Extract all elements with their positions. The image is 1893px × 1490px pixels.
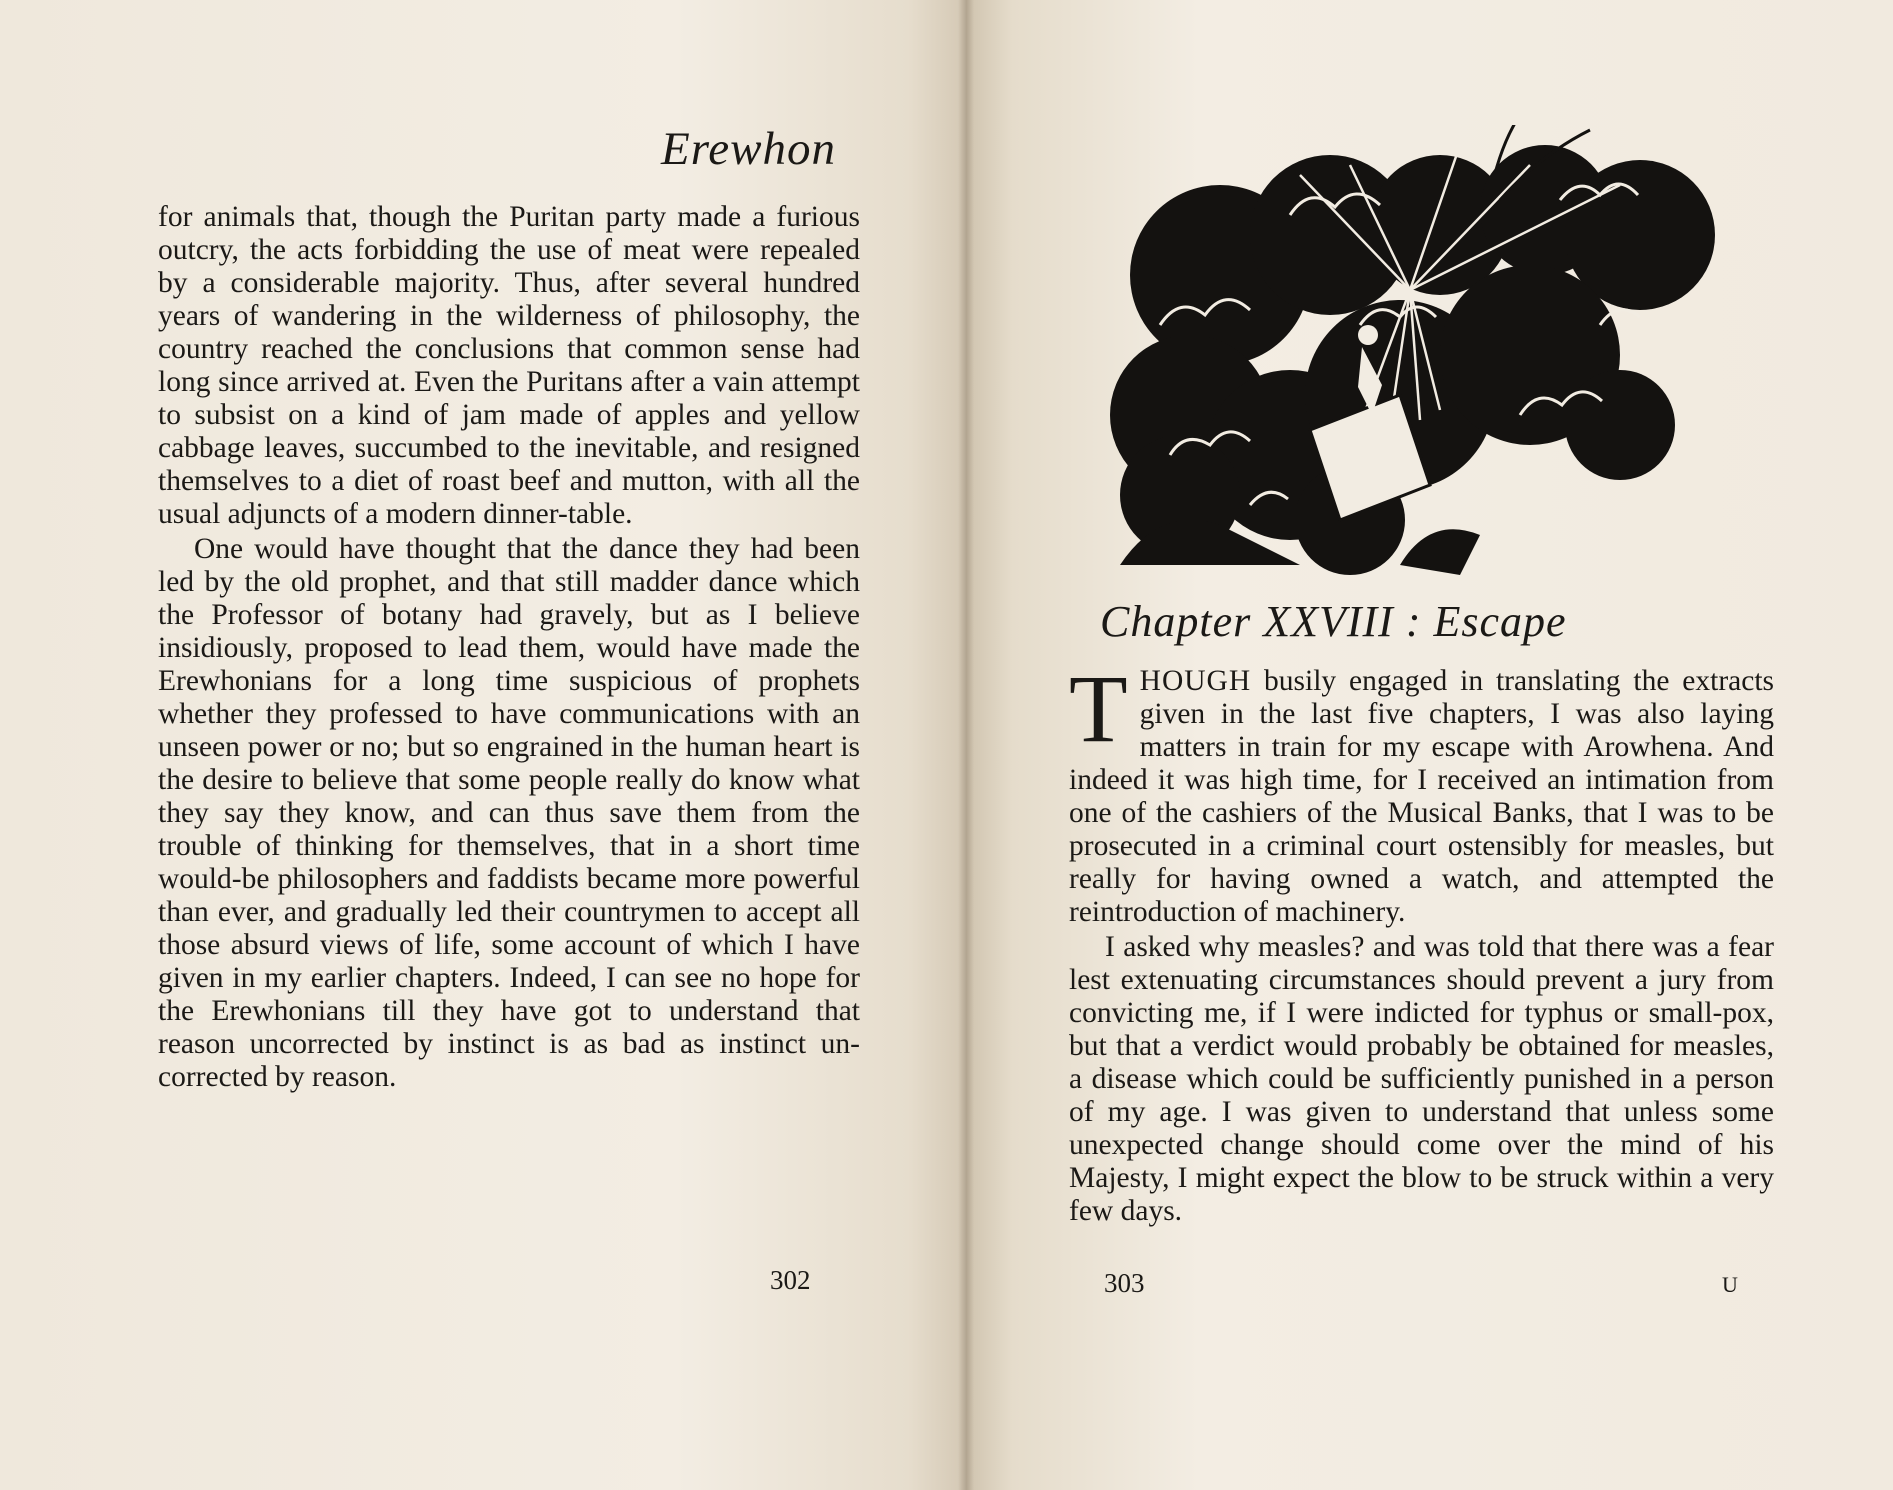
drop-cap: T [1069,655,1128,762]
left-paragraph-2: One would have thought that the dance they had been led by the old prophet, and that still madder dance which the Professor of botany had gravely, but as I believe insidiously, proposed to lead them, would have made the Erewhonians for a long time suspicious of prophets whether they professed to have communications with an unseen power or no; but so engrained in the human heart is the desire to believe that some people really do know what they say they know, and can thus save them from the trouble of thinking for themselves, that in a short time would-be philosophers and faddists became more powerful than ever, and gradually led their countrymen to accept all those absurd views of life, some account of which I have given in my earlier chapters. Indeed, I can see no hope for the Erewhonians till they have got to understand that reason uncorrected by instinct is as bad as instinct uncorrected by reason. [158,533,860,1093]
chapter-title: Chapter XXVIII : Escape [1100,597,1567,646]
right-paragraph-1 [1069,655,1774,929]
signature-mark: U [1722,1272,1738,1297]
lead-caps: HOUGH [1139,665,1252,697]
left-body-text [158,201,860,1094]
book-gutter [958,0,974,1490]
page-number-left: 302 [770,1265,811,1295]
right-paragraph-2: I asked why measles? and was told that there was a fear lest extenuating circumstances should prevent a jury from convicting me, if I were indicted for typhus or small-pox, but that a verdict would probably be obtained for measles, a disease which could be sufficiently punished in a person of my age. I was given to understand that unless some unexpected change should come over the mind of his Majesty, I might expect the blow to be struck within a very few days. [1069,931,1774,1227]
running-head: Erewhon [661,123,836,175]
left-paragraph-1: for animals that, though the Puritan party made a furious outcry, the acts forbidding the use of meat were repealed by a considerable majority. Thus, after several hundred years of wandering in the wilderness of philosophy, the country reached the conclusions that common sense had long since arrived at. Even the Puritans after a vain attempt to subsist on a kind of jam made of apples and yellow cabbage leaves, succumbed to the inevitable, and resigned themselves to a diet of roast beef and mutton, with all the usual adjuncts of a modern dinner-table. [158,201,860,530]
right-paragraph-1-rest: busily engaged in translating the extracts given in the last five chapters, I was also laying matters in train for my escape with Arowhena. And indeed it was high time, for I received an intimation from one of the cashiers of the Musical Banks, that I was to be prosecuted in a criminal court ostensibly for measles, but really for having owned a watch, and attempted the reintroduction of machinery. [1069,665,1774,928]
page-number-right: 303 [1104,1268,1145,1298]
balloon-escape-illustration [1100,125,1740,580]
right-body-text [1069,655,1774,1228]
